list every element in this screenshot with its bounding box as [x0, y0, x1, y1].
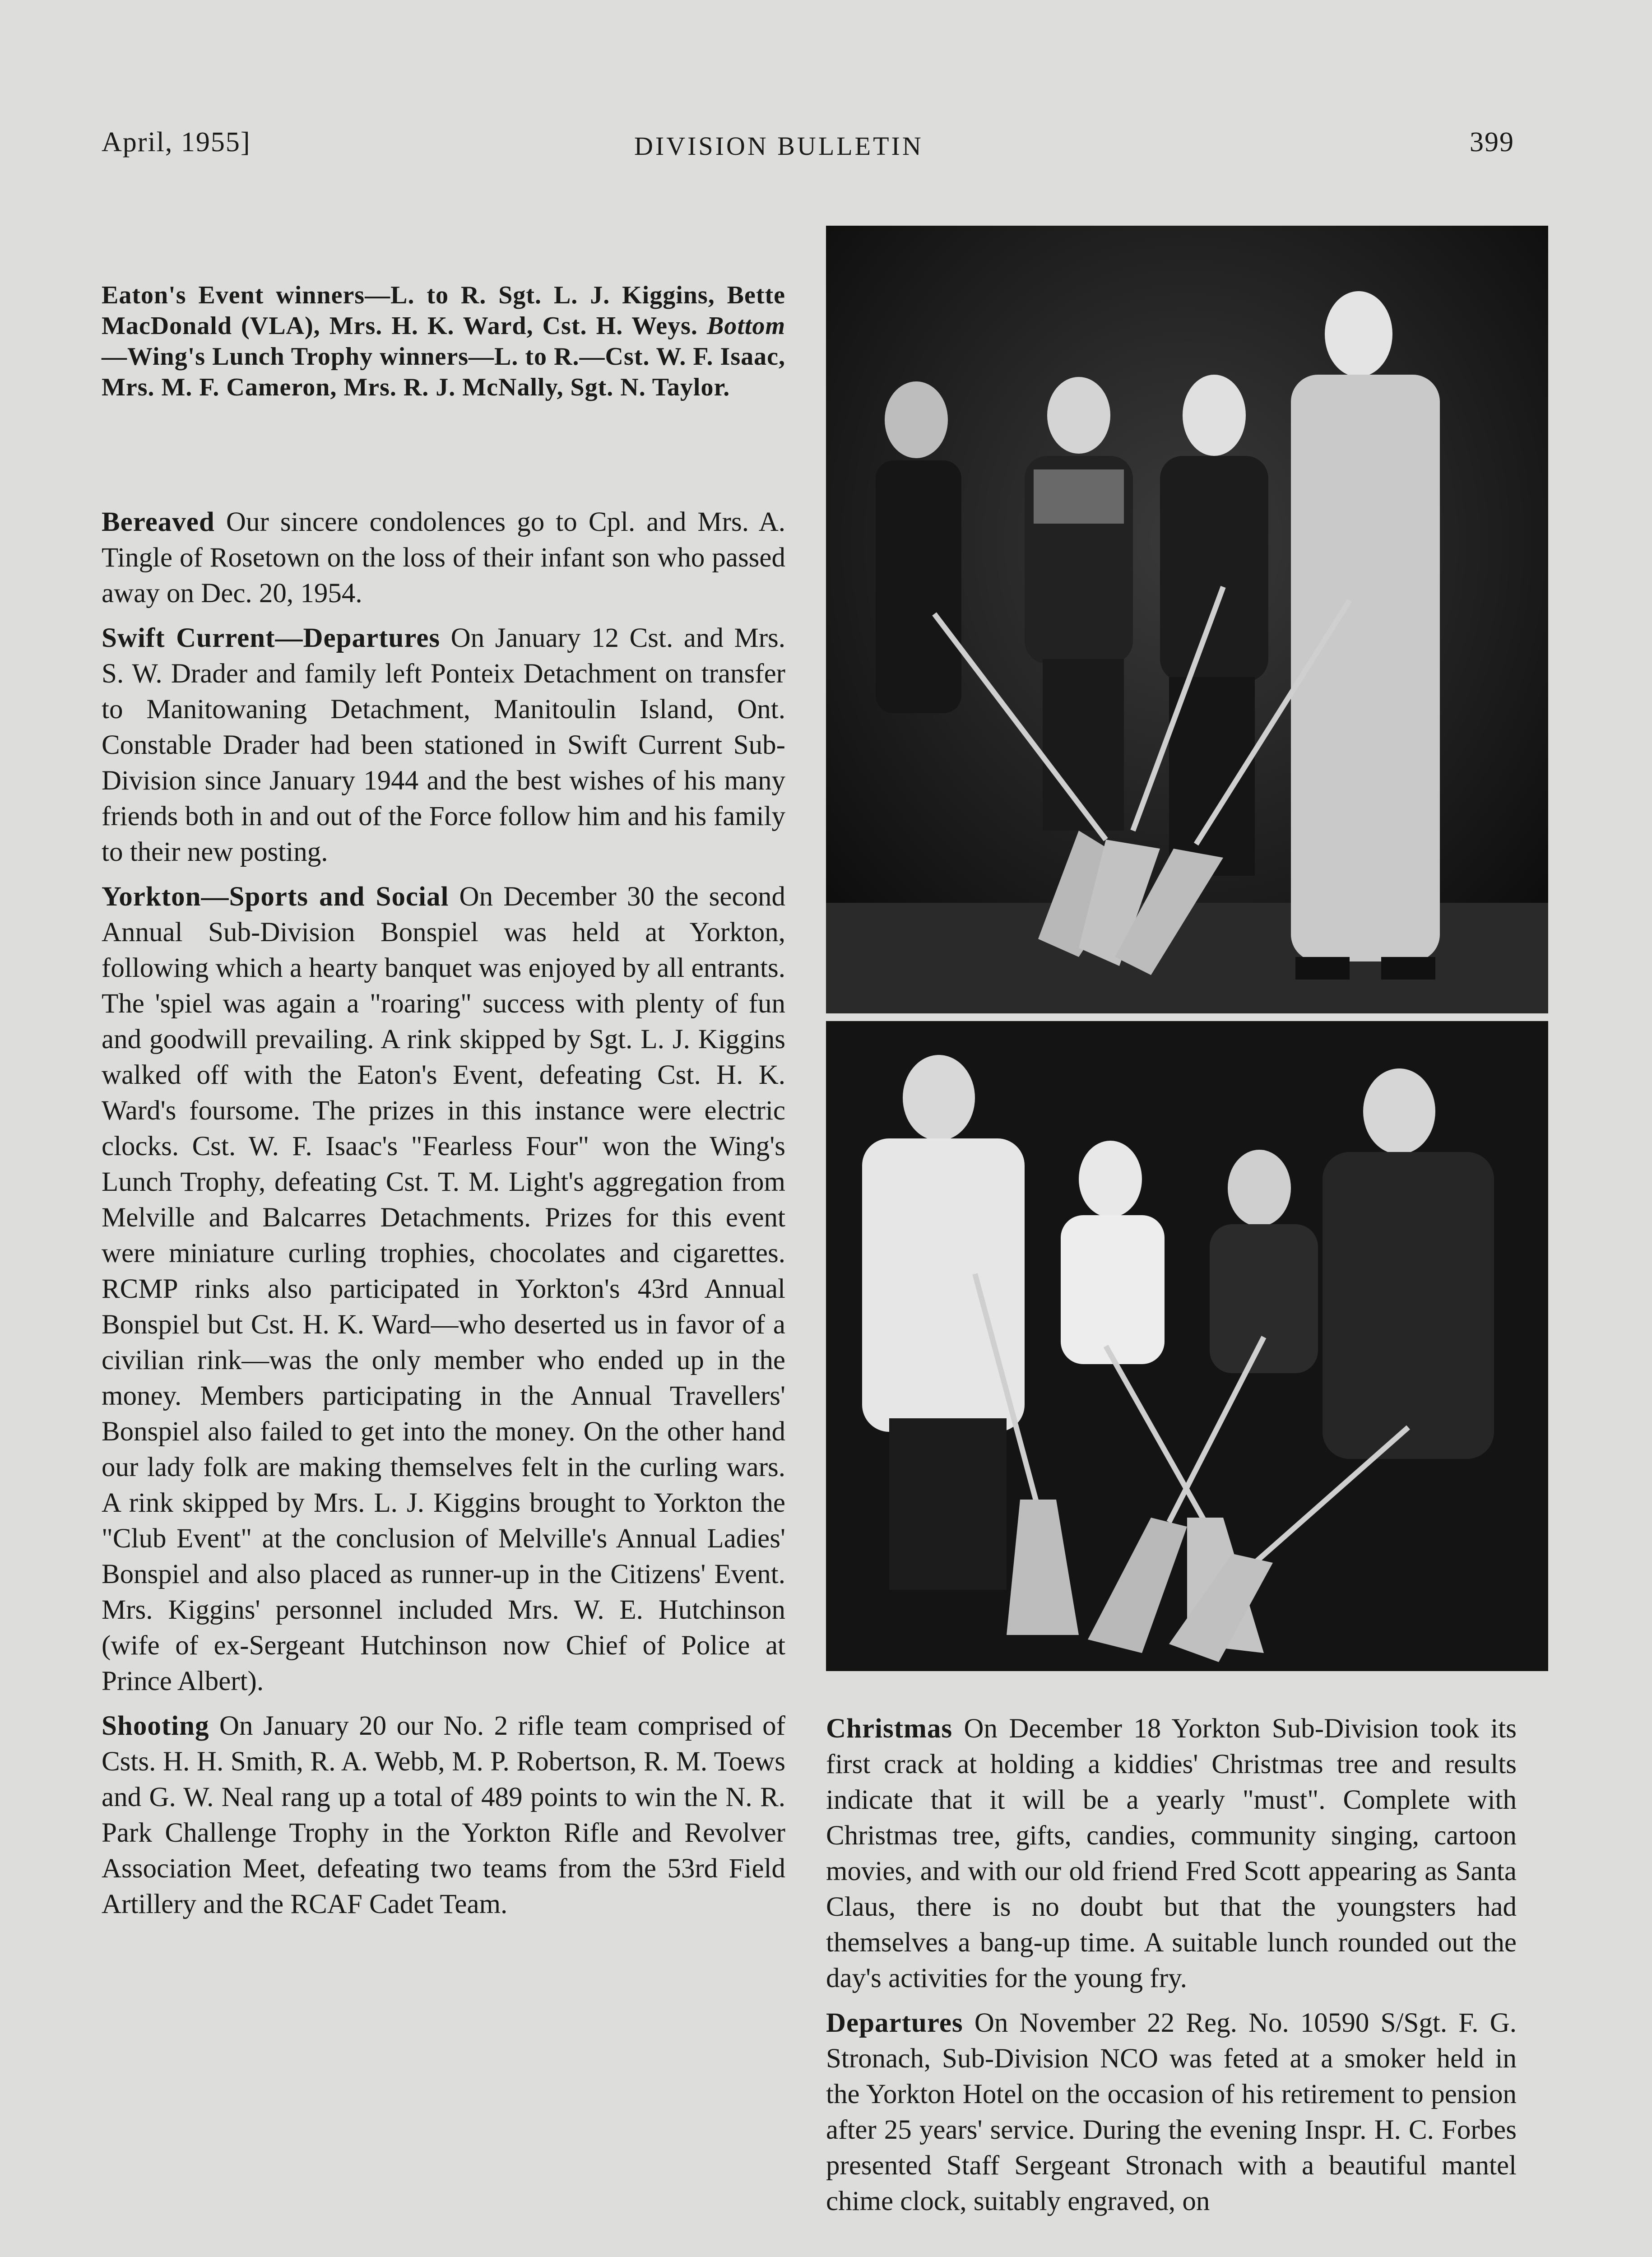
right-column — [826, 1711, 1517, 2228]
article-shooting — [102, 1708, 785, 1922]
article-heading: Yorkton—Sports and Social — [102, 882, 449, 912]
article-body: On January 12 Cst. and Mrs. S. W. Drader and family left Ponteix Detachment on transfer to Manitowaning Detachment, Manitoulin Island, Ont. Constable Drader had been stationed in Swift Current Sub-Division since January 1944 and the best wishes of his many friends both in and out of the Force follow him and his family to their new posting. — [102, 623, 785, 867]
curlers-photo-illustration — [826, 1021, 1548, 1671]
photo-eatons-event-winners — [826, 226, 1548, 1013]
article-body: On January 20 our No. 2 rifle team comprised of Csts. H. H. Smith, R. A. Webb, M. P. Robertson, R. M. Toews and G. W. Neal rang up a total of 489 points to win the N. R. Park Challenge Trophy in the Yorkton Rifle and Revolver Association Meet, defeating two teams from the 53rd Field Artillery and the RCAF Cadet Team. — [102, 1711, 785, 1919]
page-number: 399 — [1470, 127, 1514, 158]
publication-title: DIVISION BULLETIN — [634, 131, 923, 161]
article-departures — [826, 2005, 1517, 2219]
article-swift-current — [102, 620, 785, 870]
curlers-photo-illustration — [826, 226, 1548, 1013]
article-yorkton — [102, 879, 785, 1699]
article-bereaved — [102, 504, 785, 611]
article-body: On December 18 Yorkton Sub-Division took its first crack at holding a kiddies' Christmas tree and results indicate that it will be a yearly "must". Complete with Christmas tree, gifts, candies, community singing, cartoon movies, and with our old friend Fred Scott appearing as Santa Claus, there is no doubt but that the youngsters had themselves a bang-up time. A suitable lunch rounded out the day's activities for the young fry. — [826, 1714, 1517, 1993]
photo-wings-lunch-trophy-winners — [826, 1021, 1548, 1671]
left-column — [102, 280, 785, 1931]
article-heading: Bereaved — [102, 507, 215, 537]
issue-date: April, 1955] — [102, 127, 251, 158]
article-heading: Christmas — [826, 1714, 953, 1744]
caption-bottom: —Wing's Lunch Trophy winners—L. to R.—Cst. W. F. Isaac, Mrs. M. F. Cameron, Mrs. R. J. McNally, Sgt. N. Taylor. — [102, 343, 785, 401]
article-heading: Shooting — [102, 1711, 209, 1741]
article-heading: Swift Current—Departures — [102, 623, 441, 653]
caption-bottom-label: Bottom — [706, 312, 785, 340]
article-christmas — [826, 1711, 1517, 1996]
caption-top: Eaton's Event winners—L. to R. Sgt. L. J. Kiggins, Bette MacDonald (VLA), Mrs. H. K. Ward, Cst. H. Weys. — [102, 281, 785, 340]
article-body: Our sincere condolences go to Cpl. and Mrs. A. Tingle of Rosetown on the loss of their infant son who passed away on Dec. 20, 1954. — [102, 507, 785, 608]
photo-caption — [102, 280, 785, 403]
running-header — [102, 126, 1514, 181]
article-body: On December 30 the second Annual Sub-Division Bonspiel was held at Yorkton, following which a hearty banquet was enjoyed by all entrants. The 'spiel was again a "roaring" success with plenty of fun and goodwill prevailing. A rink skipped by Sgt. L. J. Kiggins walked off with the Eaton's Event, defeating Cst. H. K. Ward's foursome. The prizes in this instance were electric clocks. Cst. W. F. Isaac's "Fearless Four" won the Wing's Lunch Trophy, defeating Cst. T. M. Light's aggregation from Melville and Balcarres Detachments. Prizes for this event were miniature curling trophies, chocolates and cigarettes. RCMP rinks also participated in Yorkton's 43rd Annual Bonspiel but Cst. H. K. Ward—who deserted us in favor of a civilian rink—was the only member who ended up in the money. Members participating in the Annual Travellers' Bonspiel also failed to get into the money. On the other hand our lady folk are making themselves felt in the curling wars. A rink skipped by Mrs. L. J. Kiggins brought to Yorkton the "Club Event" at the conclusion of Melville's Annual Ladies' Bonspiel and also placed as runner-up in the Citizens' Event. Mrs. Kiggins' personnel included Mrs. W. E. Hutchinson (wife of ex-Sergeant Hutchinson now Chief of Police at Prince Albert). — [102, 882, 785, 1696]
article-heading: Departures — [826, 2008, 963, 2038]
article-body: On November 22 Reg. No. 10590 S/Sgt. F. G. Stronach, Sub-Division NCO was feted at a smoker held in the Yorkton Hotel on the occasion of his retirement to pension after 25 years' service. During the evening Inspr. H. C. Forbes presented Staff Sergeant Stronach with a beautiful mantel chime clock, suitably engraved, on — [826, 2008, 1517, 2216]
